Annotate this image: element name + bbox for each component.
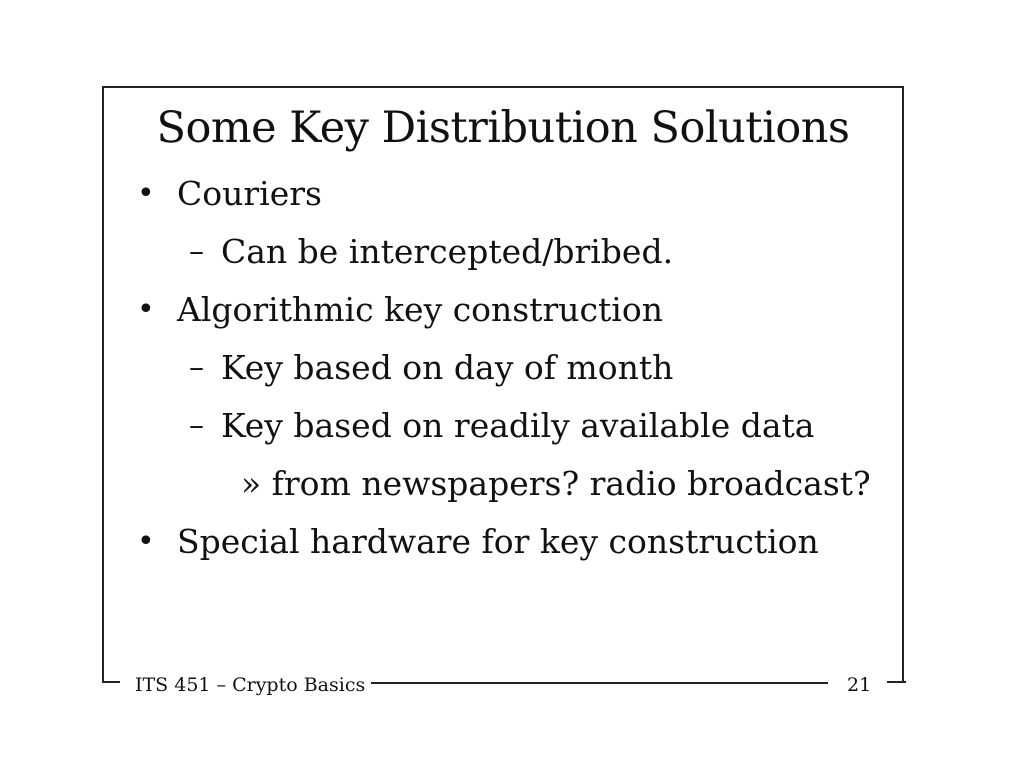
frame-corner-left — [102, 681, 120, 683]
dash-icon: – — [189, 350, 204, 385]
slide-title: Some Key Distribution Solutions — [156, 103, 850, 153]
bullet-text: Algorithmic key construction — [177, 290, 663, 329]
dash-icon: – — [189, 234, 204, 269]
footer-divider — [367, 682, 828, 684]
bullet-text: Special hardware for key construction — [177, 522, 819, 561]
bullet-icon: • — [137, 524, 155, 559]
frame-corner-right — [887, 681, 906, 683]
footer-course-label: ITS 451 – Crypto Basics — [135, 672, 371, 698]
footer-page-number: 21 — [847, 674, 872, 696]
sub-bullet-text: Key based on day of month — [221, 348, 674, 387]
bullet-icon: • — [137, 176, 155, 211]
sub-sub-bullet-text: » from newspapers? radio broadcast? — [241, 464, 871, 503]
sub-bullet-text: Can be intercepted/bribed. — [221, 232, 674, 271]
sub-bullet-text: Key based on readily available data — [221, 406, 815, 445]
bullet-text: Couriers — [177, 174, 322, 213]
dash-icon: – — [189, 408, 204, 443]
bullet-icon: • — [137, 292, 155, 327]
